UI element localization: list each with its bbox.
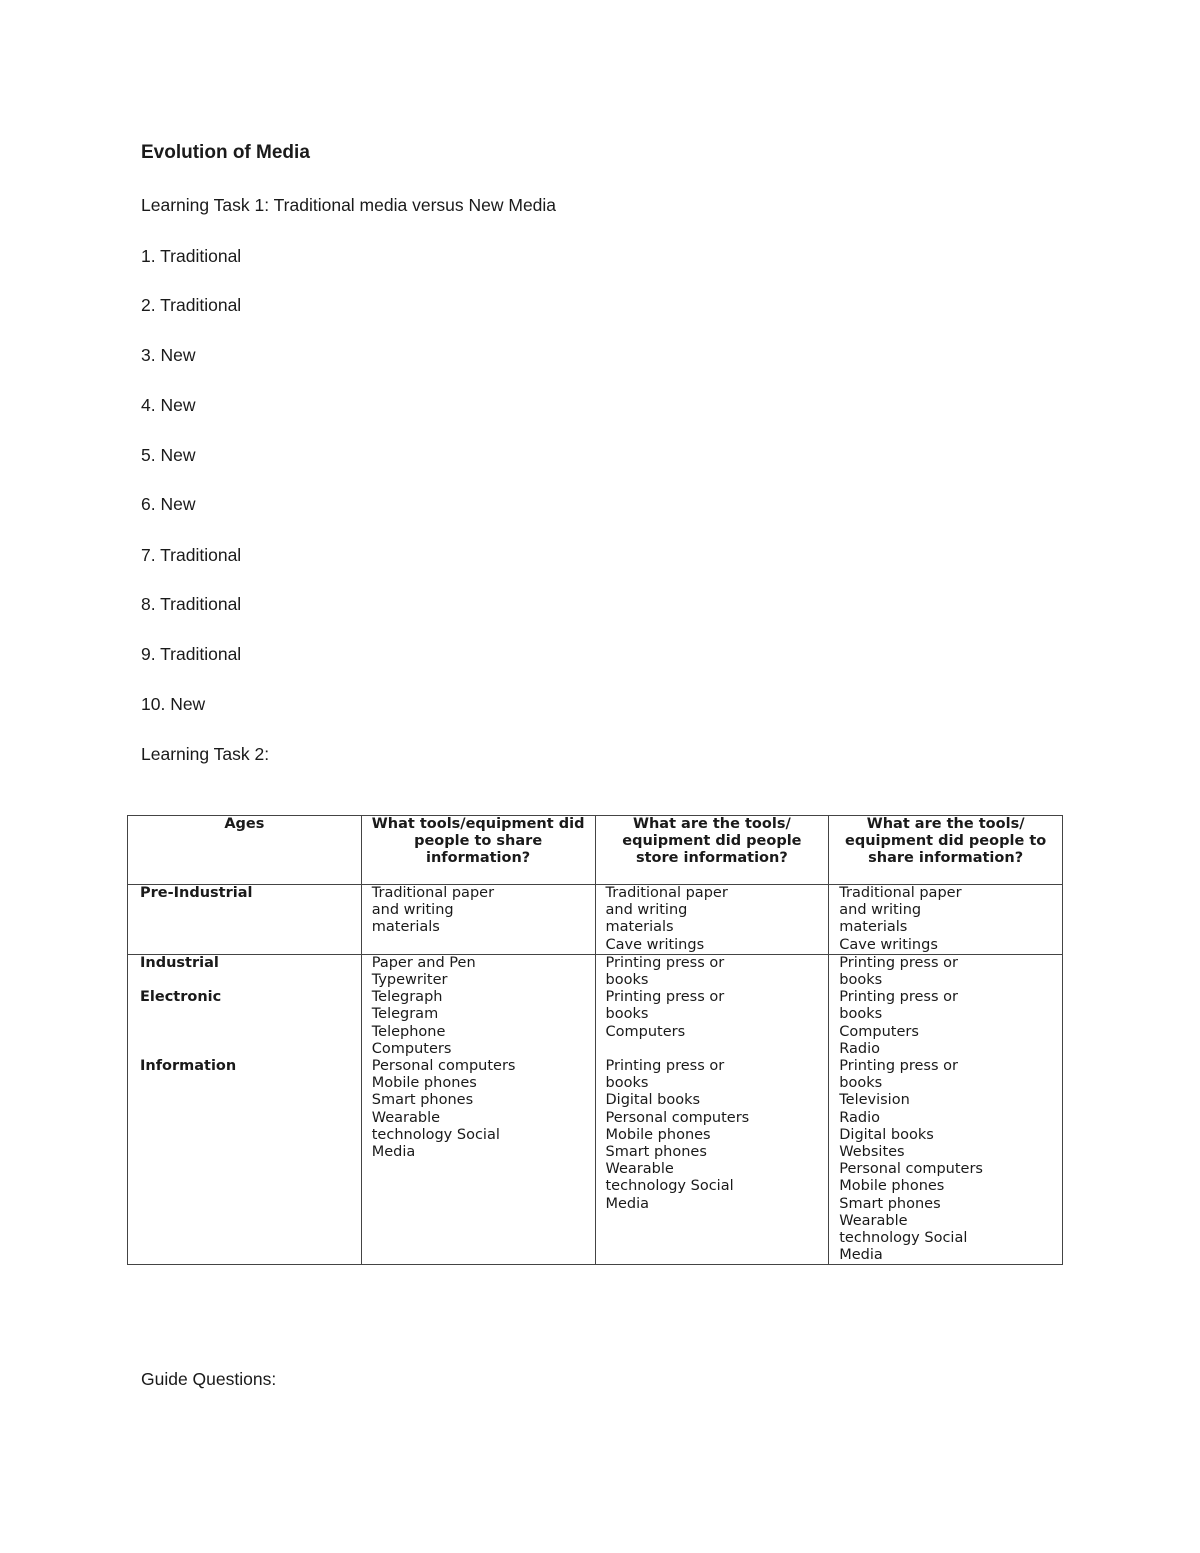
cell-line: Media: [605, 1195, 650, 1212]
cell-line: Mobile phones: [839, 1178, 945, 1195]
cell-line: Digital books: [605, 1092, 701, 1109]
cell-line: technology Social: [605, 1178, 734, 1195]
cell-list: [839, 1058, 1052, 1264]
cell-line: Wearable: [371, 1109, 441, 1126]
cell-list: [372, 1058, 585, 1161]
answer-item: 5. New: [141, 445, 196, 465]
cell-line: and writing: [839, 902, 922, 919]
cell-line: Paper and Pen: [371, 954, 476, 971]
task2-heading: Learning Task 2:: [141, 744, 270, 764]
cell-group: [595, 954, 829, 1265]
cell-line: Radio: [839, 1109, 880, 1126]
answer-item: 6. New: [141, 494, 196, 514]
header-share-tools-2: What are the tools/ equipment did people to share information?: [829, 816, 1063, 885]
cell-line: Radio: [839, 1040, 880, 1057]
cell-line: Printing press or: [839, 1058, 958, 1075]
cell-line: Media: [839, 1247, 883, 1264]
cell-line: Digital books: [839, 1126, 934, 1143]
cell-list: [606, 955, 819, 1041]
cell-line: Wearable: [605, 1161, 674, 1178]
cell-line: Wearable: [839, 1212, 908, 1229]
cell-line: materials: [605, 919, 674, 936]
cell-line: Television: [839, 1092, 910, 1109]
answer-item: 8. Traditional: [141, 594, 242, 614]
cell-line: Personal computers: [605, 1109, 750, 1126]
cell-group: [829, 954, 1063, 1265]
cell-line: Printing press or: [605, 989, 725, 1006]
cell-line: Personal computers: [371, 1058, 516, 1075]
answer-item: 10. New: [141, 694, 206, 714]
age-information: Information: [140, 1057, 237, 1074]
cell-line: Telephone: [371, 1023, 446, 1040]
document-title: Evolution of Media: [141, 142, 310, 163]
age-industrial: Industrial: [140, 954, 219, 971]
cell-line: technology Social: [839, 1230, 968, 1247]
cell-line: Printing press or: [839, 954, 958, 971]
age-electronic: Electronic: [140, 989, 222, 1006]
cell-line: Telegraph: [371, 989, 443, 1006]
cell-line: Typewriter: [371, 972, 448, 989]
cell-line: Smart phones: [605, 1144, 707, 1161]
cell-line: books: [605, 1006, 649, 1023]
cell-line: materials: [839, 919, 908, 936]
answer-item: 7. Traditional: [141, 545, 242, 565]
cell-line: Smart phones: [839, 1195, 941, 1212]
table-row: [128, 885, 1063, 955]
cell-line: Mobile phones: [371, 1075, 477, 1092]
answer-item: 3. New: [141, 345, 196, 365]
cell-line: Telegram: [371, 1006, 439, 1023]
header-ages: Ages: [128, 816, 362, 885]
cell-line: Printing press or: [839, 989, 958, 1006]
cell-list: [839, 955, 1052, 1058]
cell-line: Computers: [605, 1023, 686, 1040]
age-pre-industrial: Pre-Industrial: [128, 885, 362, 955]
cell-list: [595, 885, 829, 955]
table-row: [128, 954, 1063, 1265]
answer-item: 1. Traditional: [141, 246, 242, 266]
cell-list: [606, 1058, 819, 1213]
header-store-tools: What are the tools/ equipment did people store information?: [595, 816, 829, 885]
cell-line: Websites: [839, 1144, 905, 1161]
cell-line: Cave writings: [605, 936, 705, 953]
age-cell-group: [128, 954, 362, 1265]
cell-line: Cave writings: [839, 936, 938, 953]
cell-line: technology Social: [371, 1126, 500, 1143]
cell-line: books: [605, 1075, 649, 1092]
cell-group: [361, 954, 595, 1265]
media-evolution-table: [127, 815, 1063, 1265]
cell-list: [829, 885, 1063, 955]
cell-line: and writing: [371, 902, 454, 919]
task1-heading: Learning Task 1: Traditional media versus New Media: [141, 195, 557, 215]
cell-list: [361, 885, 595, 955]
cell-line: Traditional paper: [605, 885, 728, 901]
cell-line: and writing: [605, 902, 688, 919]
cell-line: books: [839, 1006, 883, 1023]
cell-line: Traditional paper: [839, 885, 962, 901]
answer-item: 4. New: [141, 395, 196, 415]
guide-questions-heading: Guide Questions:: [141, 1369, 277, 1389]
cell-list: [372, 955, 585, 1058]
cell-line: Printing press or: [605, 1058, 725, 1075]
table-header-row: [128, 816, 1063, 885]
cell-line: Personal computers: [839, 1161, 983, 1178]
answer-item: 9. Traditional: [141, 644, 242, 664]
answer-item: 2. Traditional: [141, 295, 242, 315]
cell-line: Smart phones: [371, 1092, 474, 1109]
cell-line: Mobile phones: [605, 1126, 711, 1143]
cell-line: materials: [371, 919, 440, 936]
cell-line: books: [839, 972, 883, 989]
cell-line: books: [839, 1075, 883, 1092]
cell-line: books: [605, 972, 649, 989]
cell-line: Computers: [839, 1023, 919, 1040]
cell-line: Computers: [371, 1040, 452, 1057]
cell-line: Traditional paper: [371, 885, 495, 901]
cell-line: Printing press or: [605, 954, 725, 971]
cell-line: Media: [371, 1144, 416, 1161]
header-share-tools: What tools/equipment did people to share information?: [361, 816, 595, 885]
